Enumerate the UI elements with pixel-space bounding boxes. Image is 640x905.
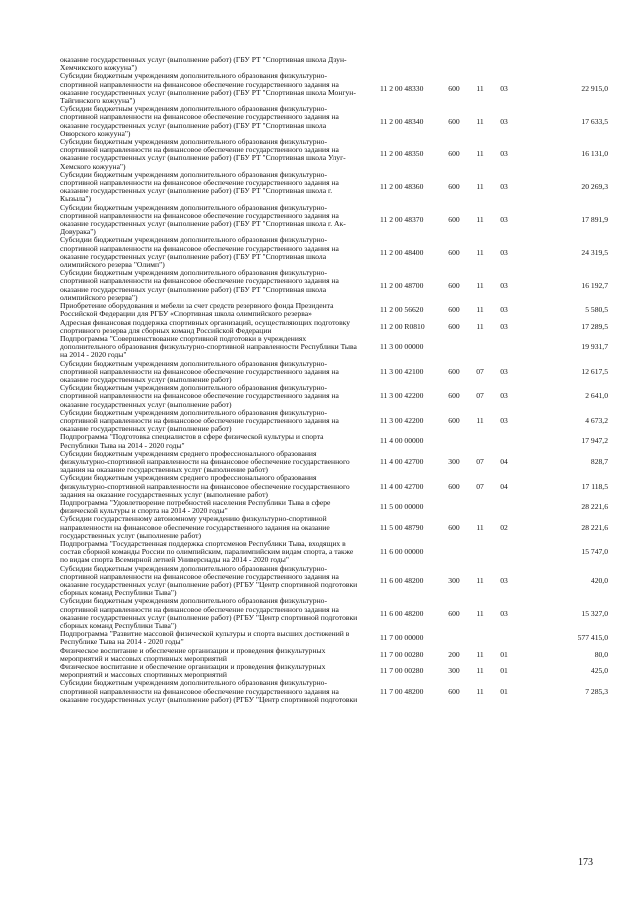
table-row — [60, 105, 608, 138]
row-name: Субсидии бюджетным учреждениям дополнительного образования физкультурно-спортивной направленности на финансовое обеспечение государственного задания на оказание государственных услуг (выполнение работ) (ГБУ РТ "Спортивная школа г. Кызыла") — [60, 169, 339, 204]
row-rz: 11 — [476, 247, 484, 257]
row-code: 11 6 00 48200 — [380, 575, 424, 585]
row-code: 11 2 00 48330 — [380, 83, 424, 93]
row-code: 11 4 00 00000 — [380, 436, 424, 446]
row-rz: 07 — [476, 481, 484, 491]
row-rz: 11 — [476, 182, 484, 192]
row-code: 11 5 00 00000 — [380, 502, 424, 512]
row-name: Субсидии бюджетным учреждениям дополнительного образования физкультурно-спортивной направленности на финансовое обеспечение государственного задания на оказание государственных услуг (выполнение работ) (ГБУ РТ "Спортивная школа Овюрского кожууна") — [60, 104, 339, 138]
row-rz: 11 — [476, 575, 484, 585]
row-rz: 07 — [476, 366, 484, 376]
row-pr: 03 — [500, 415, 508, 425]
row-sum: 420,0 — [590, 575, 608, 585]
budget-table — [60, 56, 608, 704]
row-vr: 600 — [448, 366, 460, 376]
row-name: оказание государственных услуг (выполнение работ) (ГБУ РТ "Спортивная школа Дзун-Хемчикского кожууна") — [60, 55, 347, 73]
row-pr: 03 — [500, 305, 508, 315]
row-pr: 03 — [500, 608, 508, 618]
table-row — [60, 499, 608, 515]
row-rz: 07 — [476, 456, 484, 466]
row-name: Субсидии бюджетным учреждениям дополнительного образования физкультурно-спортивной направленности на финансовое обеспечение государственного задания на оказание государственных услуг (выполнение работ) (ГБУ РТ "Спортивная школа Монгун-Тайгинского кожууна") — [60, 71, 356, 106]
row-pr: 04 — [500, 481, 508, 491]
row-sum: 5 580,5 — [585, 305, 608, 315]
row-vr: 600 — [448, 280, 460, 290]
row-name: Субсидии бюджетным учреждениям дополнительного образования физкультурно-спортивной направленности на финансовое обеспечение государственного задания на оказание государственных услуг (выполнение работ) (РГБУ "Центр спортивной подготовки — [60, 678, 358, 704]
row-code: 11 6 00 00000 — [380, 547, 424, 557]
row-code: 11 2 00 48360 — [380, 182, 424, 192]
row-code: 11 3 00 00000 — [380, 342, 424, 352]
row-rz: 11 — [476, 522, 484, 532]
row-sum: 24 319,5 — [581, 247, 608, 257]
row-vr: 600 — [448, 83, 460, 93]
row-name: Субсидии бюджетным учреждениям дополнительного образования физкультурно-спортивной направленности на финансовое обеспечение государственного задания на оказание государственных услуг (выполнение работ) (ГБУ РТ "Спортивная школа Улуг-Хемского кожууна") — [60, 137, 346, 171]
row-name: Субсидии бюджетным учреждениям среднего профессионального образования физкультурно-спортивной направленности на финансовое обеспечение государственного задания на оказание государственных услуг (выполнение работ) — [60, 473, 350, 499]
row-pr: 03 — [500, 214, 508, 224]
row-name: Физическое воспитание и обеспечение организации и проведения физкультурных мероприятий и массовых спортивных мероприятий — [60, 662, 326, 680]
row-sum: 17 891,9 — [581, 214, 608, 224]
row-sum: 22 915,0 — [581, 83, 608, 93]
row-name: Субсидии бюджетным учреждениям дополнительного образования физкультурно-спортивной направленности на финансовое обеспечение государственного задания на оказание государственных услуг (выполнение работ) (ГБУ РТ "Спортивная школа олимпийского резерва "Олимп") — [60, 235, 339, 270]
row-sum: 17 947,2 — [581, 436, 608, 446]
row-vr: 600 — [448, 686, 460, 696]
row-name: Субсидии бюджетным учреждениям дополнительного образования физкультурно-спортивной направленности на финансовое обеспечение государственного задания на оказание государственных услуг (выполнение работ) — [60, 383, 339, 409]
row-sum: 7 285,3 — [585, 686, 608, 696]
row-vr: 600 — [448, 247, 460, 257]
row-vr: 600 — [448, 391, 460, 401]
row-code: 11 2 00 56620 — [380, 305, 424, 315]
row-code: 11 2 00 R0810 — [380, 321, 425, 331]
table-row — [60, 597, 608, 630]
row-name: Субсидии государственному автономному учреждению физкультурно-спортивной направленности на финансовое обеспечение государственного задания на оказание государственных услуг (выполнение работ) — [60, 514, 330, 540]
row-vr: 600 — [448, 415, 460, 425]
row-name: Субсидии бюджетным учреждениям дополнительного образования физкультурно-спортивной направленности на финансовое обеспечение государственного задания на оказание государственных услуг (выполнение работ) (ГБУ РТ "Спортивная школа олимпийского резерва") — [60, 268, 339, 302]
row-sum: 15 327,0 — [581, 608, 608, 618]
row-vr: 600 — [448, 305, 460, 315]
row-code: 11 2 00 48370 — [380, 214, 424, 224]
row-code: 11 2 00 48700 — [380, 280, 424, 290]
row-code: 11 4 00 42700 — [380, 481, 424, 491]
row-name: Физическое воспитание и обеспечение организации и проведения физкультурных мероприятий и массовых спортивных мероприятий — [60, 645, 326, 663]
row-name: Приобретение оборудования и мебели за счет средств резервного фонда Президента Российской Федерации для РГБУ «Спортивная школа олимпийского резерва» — [60, 301, 334, 319]
row-code: 11 6 00 48200 — [380, 608, 424, 618]
table-row — [60, 409, 608, 434]
row-vr: 600 — [448, 608, 460, 618]
table-row — [60, 236, 608, 269]
row-rz: 11 — [476, 116, 484, 126]
row-sum: 2 641,0 — [585, 391, 608, 401]
table-row — [60, 319, 608, 335]
row-vr: 600 — [448, 116, 460, 126]
row-sum: 19 931,7 — [581, 342, 608, 352]
row-sum: 4 673,2 — [585, 415, 608, 425]
row-pr: 03 — [500, 182, 508, 192]
row-sum: 28 221,6 — [581, 522, 608, 532]
row-vr: 300 — [448, 575, 460, 585]
row-name: Подпрограмма "Государственная поддержка спортсменов Республики Тыва, входящих в состав сборной команды России по олимпийским, паралимпийским видам спорта, а также по видам спорта Всемирной летней Универсиады на 2014 - 2020 годы" — [60, 538, 354, 565]
row-pr: 03 — [500, 575, 508, 585]
row-vr: 600 — [448, 149, 460, 159]
row-code: 11 3 00 42100 — [380, 366, 424, 376]
row-pr: 02 — [500, 522, 508, 532]
row-sum: 28 221,6 — [581, 502, 608, 512]
row-rz: 11 — [476, 686, 484, 696]
row-code: 11 7 00 00280 — [380, 666, 424, 676]
row-code: 11 7 00 48200 — [380, 686, 424, 696]
row-name: Субсидии бюджетным учреждениям дополнительного образования физкультурно-спортивной направленности на финансовое обеспечение государственного задания на оказание государственных услуг (выполнение работ) — [60, 358, 339, 384]
row-pr: 04 — [500, 456, 508, 466]
row-rz: 11 — [476, 608, 484, 618]
table-row — [60, 450, 608, 475]
row-name: Субсидии бюджетным учреждениям дополнительного образования физкультурно-спортивной направленности на финансовое обеспечение государственного задания на оказание государственных услуг (выполнение работ) (РГБУ "Центр спортивной подготовки сборных команд Республики Тыва") — [60, 563, 358, 598]
table-row — [60, 515, 608, 540]
row-rz: 11 — [476, 149, 484, 159]
row-sum: 15 747,0 — [581, 547, 608, 557]
table-row — [60, 56, 608, 72]
row-sum: 577 415,0 — [577, 633, 608, 643]
row-code: 11 2 00 48400 — [380, 247, 424, 257]
row-name: Субсидии бюджетным учреждениям дополнительного образования физкультурно-спортивной направленности на финансовое обеспечение государственного задания на оказание государственных услуг (выполнение работ) — [60, 407, 339, 434]
table-row — [60, 630, 608, 646]
row-code: 11 5 00 48790 — [380, 522, 424, 532]
row-rz: 11 — [476, 415, 484, 425]
row-name: Подпрограмма "Подготовка специалистов в сфере физической культуры и спорта Республики Тыва на 2014 - 2020 годы" — [60, 432, 324, 450]
table-row — [60, 384, 608, 409]
row-code: 11 3 00 42200 — [380, 391, 424, 401]
row-pr: 03 — [500, 116, 508, 126]
row-vr: 600 — [448, 182, 460, 192]
row-code: 11 3 00 42200 — [380, 415, 424, 425]
row-rz: 11 — [476, 305, 484, 315]
page-number: 173 — [578, 857, 593, 868]
row-pr: 03 — [500, 366, 508, 376]
table-row — [60, 679, 608, 704]
row-vr: 600 — [448, 481, 460, 491]
row-name: Подпрограмма "Совершенствование спортивной подготовки в учреждениях дополнительного образования физкультурно-спортивной направленности Республики Тыва на 2014 - 2020 годы" — [60, 333, 357, 360]
row-name: Подпрограмма "Удовлетворение потребностей населения Республики Тыва в сфере физической культуры и спорта на 2014 - 2020 годы" — [60, 497, 331, 516]
row-rz: 11 — [476, 666, 484, 676]
table-body — [60, 56, 608, 704]
row-rz: 11 — [476, 214, 484, 224]
table-row — [60, 663, 608, 679]
row-vr: 300 — [448, 666, 460, 676]
row-pr: 01 — [500, 686, 508, 696]
row-name: Адресная финансовая поддержка спортивных организаций, осуществляющих подготовку спортивного резерва для сборных команд Российской Федерации — [60, 317, 351, 335]
row-rz: 11 — [476, 649, 484, 659]
row-rz: 11 — [476, 321, 484, 331]
row-sum: 12 617,5 — [581, 366, 608, 376]
table-row — [60, 138, 608, 171]
table-row — [60, 269, 608, 302]
row-sum: 20 269,3 — [581, 182, 608, 192]
row-pr: 03 — [500, 149, 508, 159]
table-row — [60, 474, 608, 499]
row-code: 11 2 00 48340 — [380, 116, 424, 126]
row-name: Подпрограмма "Развитие массовой физической культуры и спорта высших достижений в Республике Тыва на 2014 - 2020 годы" — [60, 629, 350, 647]
row-code: 11 2 00 48350 — [380, 149, 424, 159]
table-row — [60, 302, 608, 318]
row-pr: 03 — [500, 247, 508, 257]
table-row — [60, 565, 608, 598]
row-code: 11 7 00 00280 — [380, 649, 424, 659]
row-sum: 17 289,5 — [581, 321, 608, 331]
table-row — [60, 540, 608, 565]
row-code: 11 7 00 00000 — [380, 633, 424, 643]
row-sum: 16 131,0 — [581, 149, 608, 159]
row-vr: 600 — [448, 522, 460, 532]
row-sum: 17 118,5 — [581, 481, 608, 491]
row-name: Субсидии бюджетным учреждениям дополнительного образования физкультурно-спортивной направленности на финансовое обеспечение государственного задания на оказание государственных услуг (выполнение работ) (РГБУ "Центр спортивной подготовки сборных команд Республики Тыва") — [60, 596, 358, 631]
row-pr: 03 — [500, 83, 508, 93]
row-vr: 300 — [448, 456, 460, 466]
row-pr: 03 — [500, 391, 508, 401]
table-row — [60, 433, 608, 449]
row-name: Субсидии бюджетным учреждениям дополнительного образования физкультурно-спортивной направленности на финансовое обеспечение государственного задания на оказание государственных услуг (выполнение работ) (ГБУ РТ "Спортивная школа г. Ак-Довурака") — [60, 202, 346, 237]
table-row — [60, 335, 608, 360]
row-pr: 03 — [500, 321, 508, 331]
row-name: Субсидии бюджетным учреждениям среднего профессионального образования физкультурно-спортивной направленности на финансовое обеспечение государственного задания на оказание государственных услуг (выполнение работ) — [60, 448, 350, 475]
table-row — [60, 72, 608, 105]
table-row — [60, 171, 608, 204]
row-rz: 11 — [476, 280, 484, 290]
row-code: 11 4 00 42700 — [380, 456, 424, 466]
table-row — [60, 647, 608, 663]
row-rz: 07 — [476, 391, 484, 401]
table-row — [60, 204, 608, 237]
row-rz: 11 — [476, 83, 484, 93]
row-vr: 200 — [448, 649, 460, 659]
row-sum: 16 192,7 — [581, 280, 608, 290]
row-sum: 425,0 — [590, 666, 608, 676]
table-row — [60, 360, 608, 385]
row-sum: 17 633,5 — [581, 116, 608, 126]
row-pr: 03 — [500, 280, 508, 290]
row-sum: 828,7 — [590, 456, 608, 466]
row-pr: 01 — [500, 666, 508, 676]
row-pr: 01 — [500, 649, 508, 659]
row-vr: 600 — [448, 321, 460, 331]
row-sum: 80,0 — [594, 649, 608, 659]
row-vr: 600 — [448, 214, 460, 224]
